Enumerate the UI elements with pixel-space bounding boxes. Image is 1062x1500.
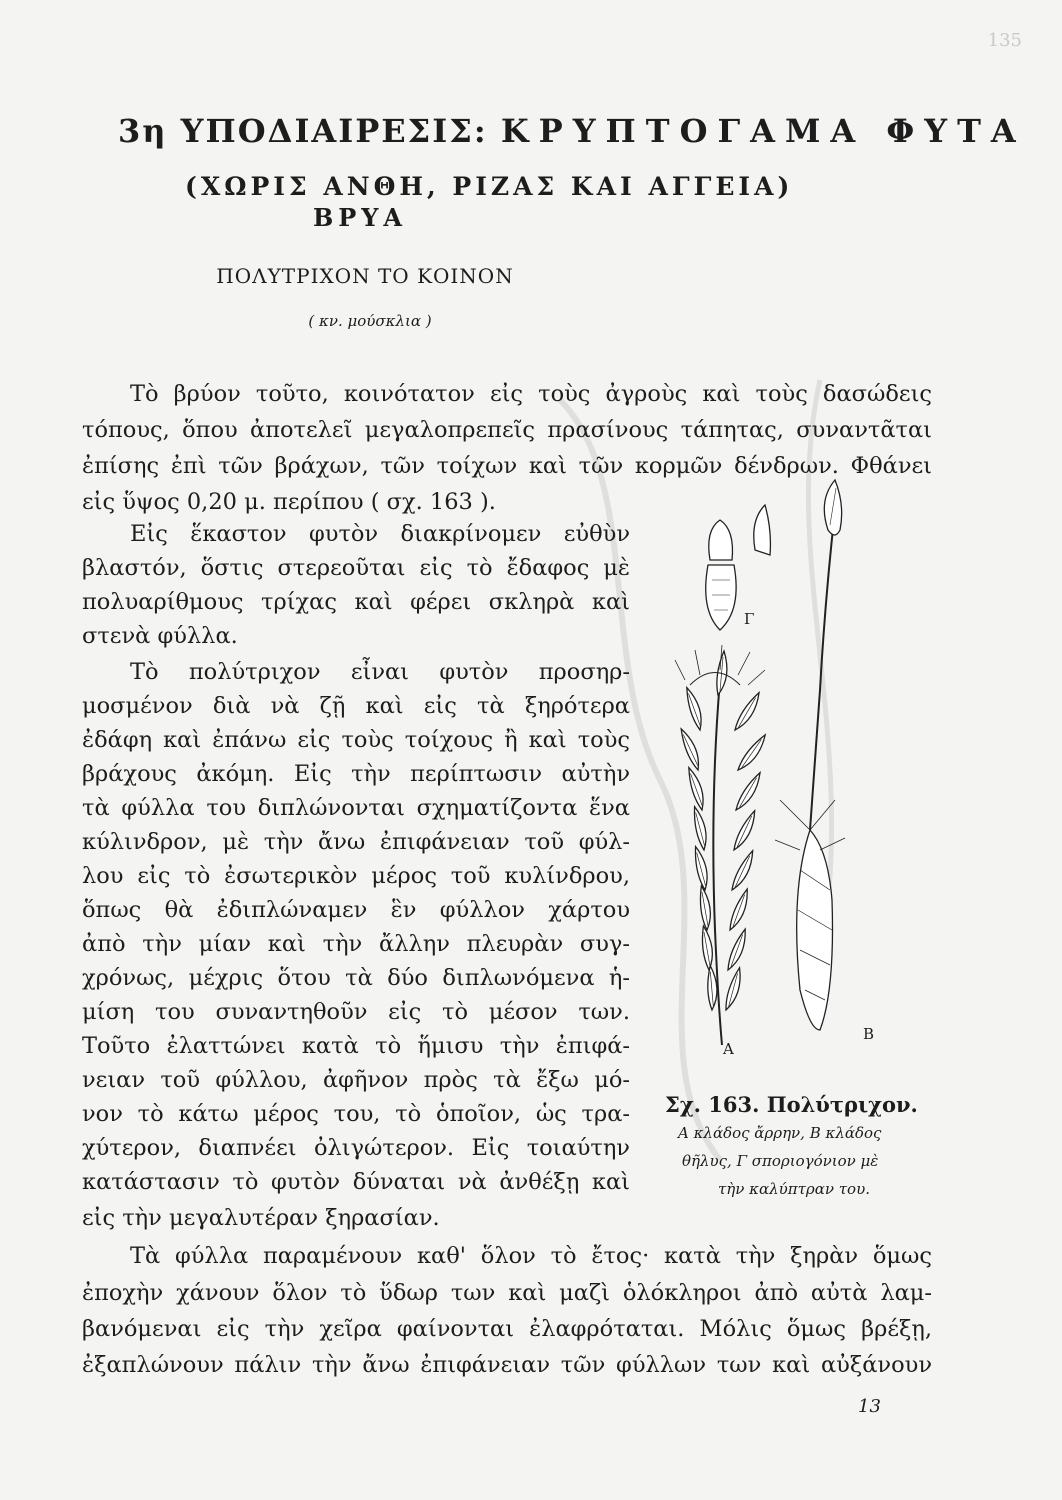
figure-label-g: Γ [744, 610, 755, 628]
text-line: Τὰ φύλλα παραμένουν καθ' ὅλον τὸ ἔτος· κατὰ τὴν ξηρὰν ὅμως [130, 1243, 932, 1269]
figure-caption-line: Α κλάδος ἄρρην, Β κλάδος [678, 1124, 882, 1142]
text-line: Τὸ βρύον τοῦτο, κοινότατον εἰς τοὺς ἀγροὺς καὶ τοὺς δασώδεις [130, 381, 932, 407]
figure-label-a: A [723, 1040, 734, 1058]
capsule-drawing [706, 505, 771, 630]
text-line: χρόνως, μέχρις ὅτου τὰ δύο διπλωνόμενα ἡ- [82, 965, 630, 991]
text-line: χύτερον, διαπνέει ὀλιγώτερον. Εἰς τοιαύτην [82, 1135, 630, 1161]
text-line: ἐδάφη καὶ ἐπάνω εἰς τοὺς τοίχους ἢ καὶ τοὺς [82, 727, 630, 753]
text-line: ἐξαπλώνουν πάλιν τὴν ἄνω ἐπιφάνειαν τῶν φύλλων των καὶ αὐξάνουν [82, 1352, 932, 1378]
text-line: κύλινδρον, μὲ τὴν ἄνω ἐπιφάνειαν τοῦ φύλ- [82, 829, 630, 855]
text-line: Τοῦτο ἐλαττώνει κατὰ τὸ ἥμισυ τὴν ἐπιφά- [82, 1033, 630, 1059]
figure-caption-title: Σχ. 163. Πολύτριχον. [665, 1092, 918, 1117]
figure-caption-line: τὴν καλύπτραν του. [718, 1180, 870, 1198]
common-name: ( κν. μούσκλια ) [308, 312, 432, 330]
text-line: πολυαρίθμους τρίχας καὶ φέρει σκληρὰ καὶ [82, 589, 630, 615]
text-line: ἐποχὴν χάνουν ὅλον τὸ ὕδωρ των καὶ μαζὶ ὁλόκληροι ἀπὸ αὐτὰ λαμ- [82, 1280, 932, 1306]
species-title: ΠΟΛΥΤΡΙΧΟΝ ΤΟ ΚΟΙΝΟΝ [216, 264, 514, 288]
figure-caption-line: θῆλυς, Γ σποριογόνιον μὲ [682, 1152, 879, 1170]
heading-subtitle: (ΧΩΡΙΣ ΑΝΘΗ, ΡΙΖΑΣ ΚΑΙ ΑΓΓΕΙΑ) [185, 172, 794, 201]
text-line: στενὰ φύλλα. [82, 623, 238, 649]
text-line: ἐπίσης ἐπὶ τῶν βράχων, τῶν τοίχων καὶ τῶν κορμῶν δένδρων. Φθάνει [82, 453, 932, 479]
text-line: βανόμεναι εἰς τὴν χεῖρα φαίνονται ἐλαφρόταται. Μόλις ὅμως βρέξῃ, [82, 1316, 932, 1342]
branch-b-drawing [775, 480, 845, 1030]
section-heading [118, 112, 1026, 150]
text-line: Τὸ πολύτριχον εἶναι φυτὸν προσηρ- [130, 659, 630, 685]
text-line: μίση του συναντηθοῦν εἰς τὸ μέσον των. [82, 999, 630, 1025]
faint-page-number: 135 [987, 30, 1022, 51]
heading-prefix: 3η ΥΠΟΔΙΑΙΡΕΣΙΣ: [118, 112, 488, 150]
text-line: Εἰς ἕκαστον φυτὸν διακρίνομεν εὐθὺν [130, 521, 630, 547]
text-line: νον τὸ κάτω μέρος του, τὸ ὁποῖον, ὡς τρα- [82, 1101, 630, 1127]
text-line: εἰς ὕψος 0,20 μ. περίπου ( σχ. 163 ). [82, 489, 496, 515]
text-line: νειαν τοῦ φύλλου, ἀφῆνον πρὸς τὰ ἔξω μό- [82, 1067, 630, 1093]
moss-illustration [660, 470, 940, 1070]
text-line: κατάστασιν τὸ φυτὸν δύναται νὰ ἀνθέξῃ καὶ [82, 1169, 630, 1195]
page-number: 13 [858, 1396, 881, 1417]
text-line: τόπους, ὅπου ἀποτελεῖ μεγαλοπρεπεῖς πρασίνους τάπητας, συναντᾶται [82, 417, 932, 443]
text-line: εἰς τὴν μεγαλυτέραν ξηρασίαν. [82, 1205, 440, 1231]
text-line: βλαστόν, ὅστις στερεοῦται εἰς τὸ ἔδαφος μὲ [82, 555, 630, 581]
heading-group: ΒΡΥΑ [312, 203, 408, 232]
heading-main: ΚΡΥΠΤΟΓΑΜΑ ΦΥΤΑ [500, 112, 1026, 150]
figure-label-b: B [863, 1025, 875, 1043]
text-line: βράχους ἀκόμη. Εἰς τὴν περίπτωσιν αὐτὴν [82, 761, 630, 787]
text-line: λου εἰς τὸ ἐσωτερικὸν μέρος τοῦ κυλίνδρου, [82, 863, 630, 889]
text-line: τὰ φύλλα του διπλώνονται σχηματίζοντα ἕνα [82, 795, 630, 821]
text-line: μοσμένον διὰ νὰ ζῇ καὶ εἰς τὰ ξηρότερα [82, 693, 630, 719]
text-line: ἀπὸ τὴν μίαν καὶ τὴν ἄλλην πλευρὰν συγ- [82, 931, 630, 957]
text-line: ὅπως θὰ ἐδιπλώναμεν ἓν φύλλον χάρτου [82, 897, 630, 923]
